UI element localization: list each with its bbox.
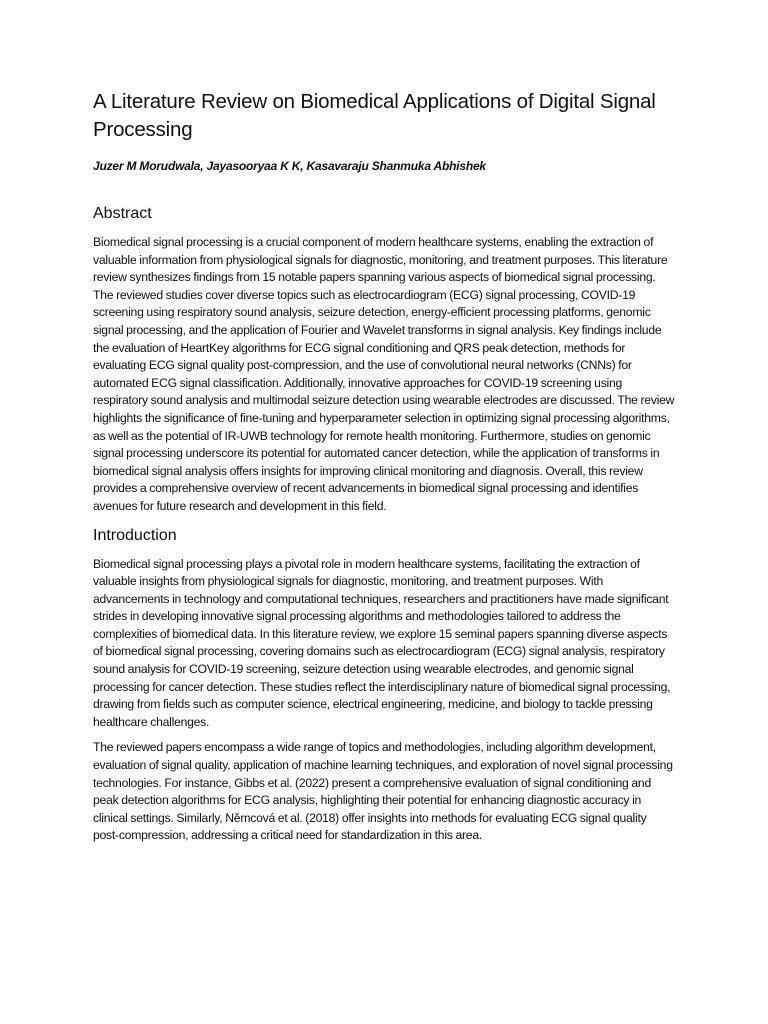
paper-page: [93, 88, 675, 845]
abstract-heading: Abstract: [93, 205, 152, 222]
introduction-paragraph-1: Biomedical signal processing plays a pivotal role in modern healthcare systems, facilitating the extraction of valuable insights from physiological signals for diagnostic, monitoring, and treatment purposes. With advancements in technology and computational techniques, researchers and practitioners have made significant strides in developing innovative signal processing algorithms and methodologies tailored to address the complexities of biomedical data. In this literature review, we explore 15 seminal papers spanning diverse aspects of biomedical signal processing, covering domains such as electrocardiogram (ECG) signal analysis, respiratory sound analysis for COVID-19 screening, seizure detection using wearable electrodes, and genomic signal processing for cancer detection. These studies reflect the interdisciplinary nature of biomedical signal processing, drawing from fields such as computer science, electrical engineering, medicine, and biology to tackle pressing healthcare challenges.: [93, 556, 671, 729]
abstract-paragraph: Biomedical signal processing is a crucial component of modern healthcare systems, enabling the extraction of valuable information from physiological signals for diagnostic, monitoring, and treatment purposes. This literature review synthesizes findings from 15 notable papers spanning various aspects of biomedical signal processing. The reviewed studies cover diverse topics such as electrocardiogram (ECG) signal processing, COVID-19 screening using respiratory sound analysis, seizure detection, energy-efficient processing platforms, genomic signal processing, and the application of Fourier and Wavelet transforms in signal analysis. Key findings include the evaluation of HeartKey algorithms for ECG signal conditioning and QRS peak detection, methods for evaluating ECG signal quality post-compression, and the use of convolutional neural networks (CNNs) for automated ECG signal classification. Additionally, innovative approaches for COVID-19 screening using respiratory sound analysis and multimodal seizure detection using wearable electrodes are discussed. The review highlights the significance of fine-tuning and hyperparameter selection in optimizing signal processing algorithms, as well as the potential of IR-UWB technology for remote health monitoring. Furthermore, studies on genomic signal processing underscore its potential for automated cancer detection, while the application of transforms in biomedical signal analysis offers insights for improving clinical monitoring and diagnosis. Overall, this review provides a comprehensive overview of recent advancements in biomedical signal processing and identifies avenues for future research and development in this field.: [93, 235, 675, 513]
introduction-heading: Introduction: [93, 526, 177, 544]
introduction-paragraph-2: The reviewed papers encompass a wide range of topics and methodologies, including algorithm development, evaluation of signal quality, application of machine learning techniques, and exploration of novel signal processing technologies. For instance, Gibbs et al. (2022) present a comprehensive evaluation of signal conditioning and peak detection algorithms for ECG analysis, highlighting their potential for enhancing diagnostic accuracy in clinical settings. Similarly, Němcová et al. (2018) offer insights into methods for evaluating ECG signal quality post-compression, addressing a critical need for standardization in this area.: [93, 740, 673, 843]
paper-title: A Literature Review on Biomedical Applications of Digital Signal Processing: [93, 90, 656, 141]
author-list: Juzer M Morudwala, Jayasooryaa K K, Kasavaraju Shanmuka Abhishek: [93, 159, 486, 173]
